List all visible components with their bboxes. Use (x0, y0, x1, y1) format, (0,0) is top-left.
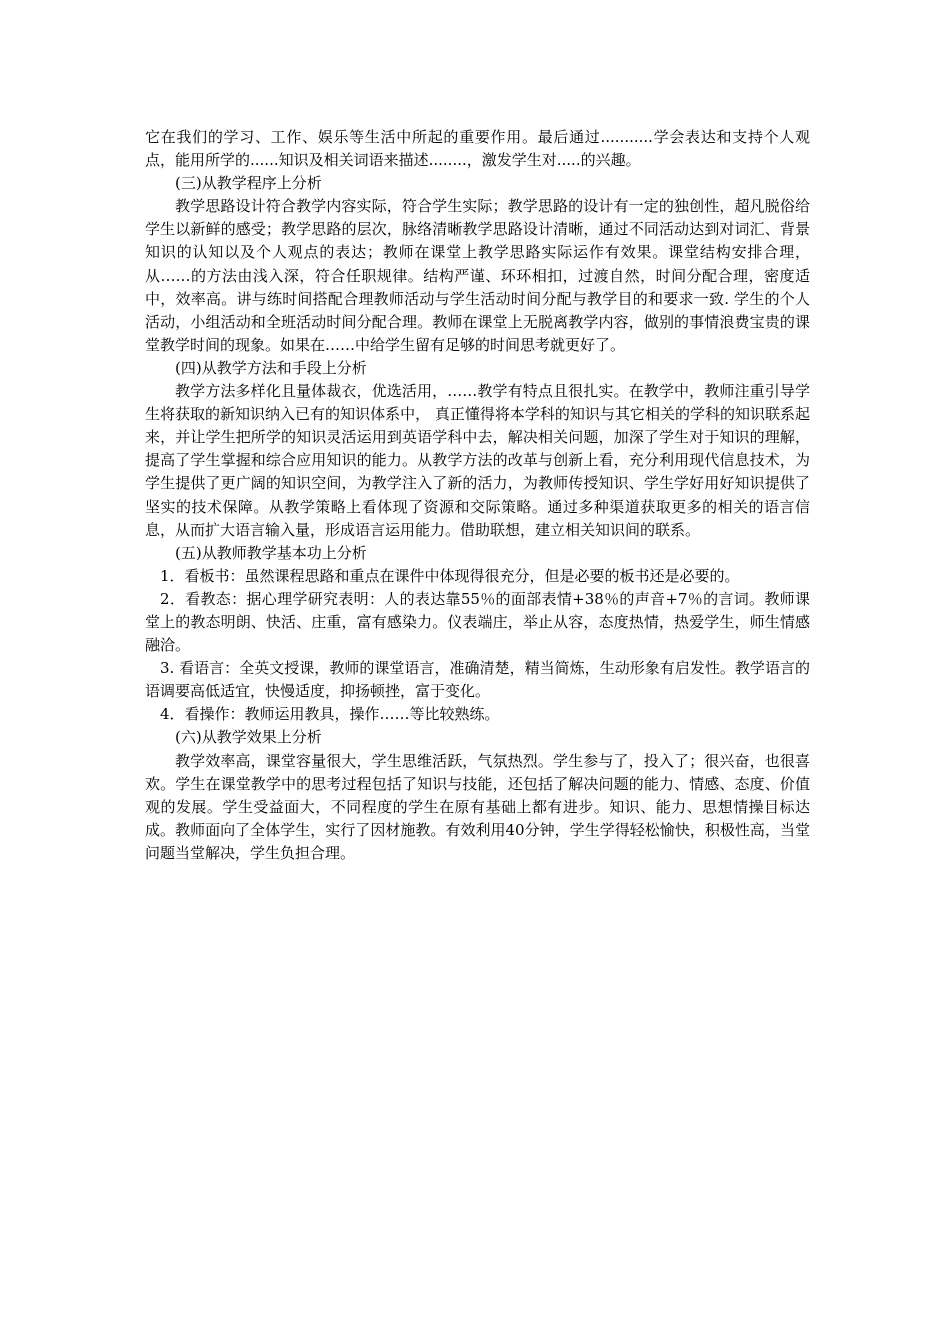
section-heading-methods: (四)从教学方法和手段上分析 (175, 358, 367, 377)
list-item-demeanor: 2．看教态：据心理学研究表明：人的表达靠55％的面部表情+38％的声音+7％的言词。教师课堂上的教态明朗、快活、庄重，富有感染力。仪表端庄，举止从容，态度热情，热爱学生，师生情感融洽。 (145, 589, 810, 655)
section-heading-procedure: (三)从教学程序上分析 (175, 174, 322, 193)
list-item-blackboard: 1．看板书：虽然课程思路和重点在课件中体现得很充分，但是必要的板书还是必要的。 (160, 566, 740, 585)
paragraph-effect: 教学效率高，课堂容量很大，学生思维活跃，气氛热烈。学生参与了，投入了；很兴奋，也很喜欢。学生在课堂教学中的思考过程包括了知识与技能，还包括了解决问题的能力、情感、态度、价值观的发展。学生受益面大，不同程度的学生在原有基础上都有进步。知识、能力、思想情操目标达成。教师面向了全体学生，实行了因材施教。有效利用40分钟，学生学得轻松愉快，积极性高，当堂问题当堂解决，学生负担合理。 (145, 751, 810, 862)
list-item-operation: 4．看操作：教师运用教具，操作……等比较熟练。 (160, 705, 500, 724)
paragraph-continuation: 它在我们的学习、工作、娱乐等生活中所起的重要作用。最后通过...........学会表达和支持个人观点，能用所学的......知识及相关词语来描述........，激发学生对.....的兴趣。 (145, 128, 810, 170)
section-heading-effect: (六)从教学效果上分析 (175, 728, 322, 747)
paragraph-methods: 教学方法多样化且量体裁衣，优选活用，……教学有特点且很扎实。在教学中，教师注重引导学生将获取的新知识纳入已有的知识体系中， 真正懂得将本学科的知识与其它相关的学科的知识联系起来，并让学生把所学的知识灵活运用到英语学科中去，解决相关问题，加深了学生对于知识的理解，提高了学生掌握和综合应用知识的能力。从教学方法的改革与创新上看，充分利用现代信息技术，为学生提供了更广阔的知识空间，为教学注入了新的活力，为教师传授知识、学生学好用好知识提供了坚实的技术保障。从教学策略上看体现了资源和交际策略。通过多种渠道获取更多的相关的语言信息，从而扩大语言输入量，形成语言运用能力。借助联想，建立相关知识间的联系。 (145, 382, 810, 539)
section-heading-basic-skills: (五)从教师教学基本功上分析 (175, 543, 367, 562)
list-item-language: 3. 看语言：全英文授课，教师的课堂语言，准确清楚，精当简炼，生动形象有启发性。教学语言的语调要高低适宜，快慢适度，抑扬顿挫，富于变化。 (145, 659, 810, 701)
document-page (145, 126, 810, 865)
paragraph-procedure: 教学思路设计符合教学内容实际，符合学生实际；教学思路的设计有一定的独创性，超凡脱俗给学生以新鲜的感受；教学思路的层次，脉络清晰教学思路设计清晰，通过不同活动达到对词汇、背景知识的认知以及个人观点的表达；教师在课堂上教学思路实际运作有效果。课堂结构安排合理，从……的方法由浅入深，符合任职规律。结构严谨、环环相扣，过渡自然，时间分配合理，密度适中，效率高。讲与练时间搭配合理教师活动与学生活动时间分配与教学目的和要求一致. 学生的个人活动，小组活动和全班活动时间分配合理。教师在课堂上无脱离教学内容，做别的事情浪费宝贵的课堂教学时间的现象。如果在……中给学生留有足够的时间思考就更好了。 (145, 197, 810, 354)
